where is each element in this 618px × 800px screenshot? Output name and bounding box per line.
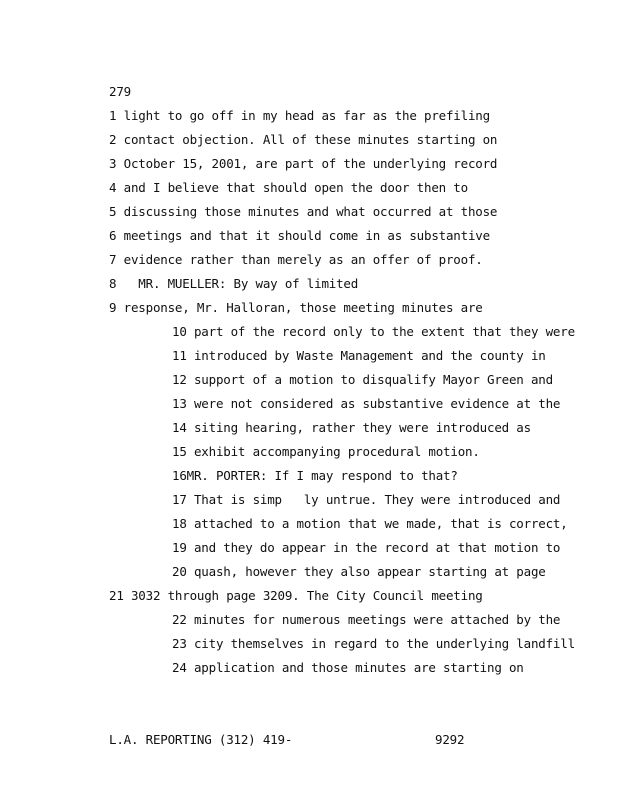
transcript-line-2: 2 contact objection. All of these minutes starting on xyxy=(109,132,498,147)
transcript-line-24: 24 application and those minutes are starting on xyxy=(172,660,524,675)
transcript-line-11: 11 introduced by Waste Management and the county in xyxy=(172,348,546,363)
footer-phone-suffix: 9292 xyxy=(435,732,465,747)
transcript-line-16: 16MR. PORTER: If I may respond to that? xyxy=(172,468,458,483)
transcript-line-4: 4 and I believe that should open the door then to xyxy=(109,180,468,195)
transcript-line-17: 17 That is simp ly untrue. They were introduced and xyxy=(172,492,561,507)
page-number: 279 xyxy=(109,84,131,99)
transcript-line-6: 6 meetings and that it should come in as substantive xyxy=(109,228,490,243)
transcript-line-9: 9 response, Mr. Halloran, those meeting minutes are xyxy=(109,300,483,315)
transcript-line-19: 19 and they do appear in the record at that motion to xyxy=(172,540,561,555)
transcript-line-15: 15 exhibit accompanying procedural motion. xyxy=(172,444,480,459)
transcript-line-22: 22 minutes for numerous meetings were attached by the xyxy=(172,612,561,627)
transcript-line-7: 7 evidence rather than merely as an offer of proof. xyxy=(109,252,483,267)
transcript-line-12: 12 support of a motion to disqualify Mayor Green and xyxy=(172,372,553,387)
transcript-line-18: 18 attached to a motion that we made, that is correct, xyxy=(172,516,568,531)
transcript-line-8: 8 MR. MUELLER: By way of limited xyxy=(109,276,359,291)
transcript-line-10: 10 part of the record only to the extent that they were xyxy=(172,324,575,339)
transcript-line-3: 3 October 15, 2001, are part of the underlying record xyxy=(109,156,498,171)
transcript-line-14: 14 siting hearing, rather they were introduced as xyxy=(172,420,531,435)
transcript-line-21: 21 3032 through page 3209. The City Council meeting xyxy=(109,588,483,603)
transcript-line-1: 1 light to go off in my head as far as the prefiling xyxy=(109,108,490,123)
footer-reporting-name: L.A. REPORTING (312) 419- xyxy=(109,732,293,747)
transcript-line-13: 13 were not considered as substantive evidence at the xyxy=(172,396,561,411)
transcript-line-5: 5 discussing those minutes and what occurred at those xyxy=(109,204,498,219)
transcript-line-23: 23 city themselves in regard to the underlying landfill xyxy=(172,636,575,651)
transcript-line-20: 20 quash, however they also appear starting at page xyxy=(172,564,546,579)
